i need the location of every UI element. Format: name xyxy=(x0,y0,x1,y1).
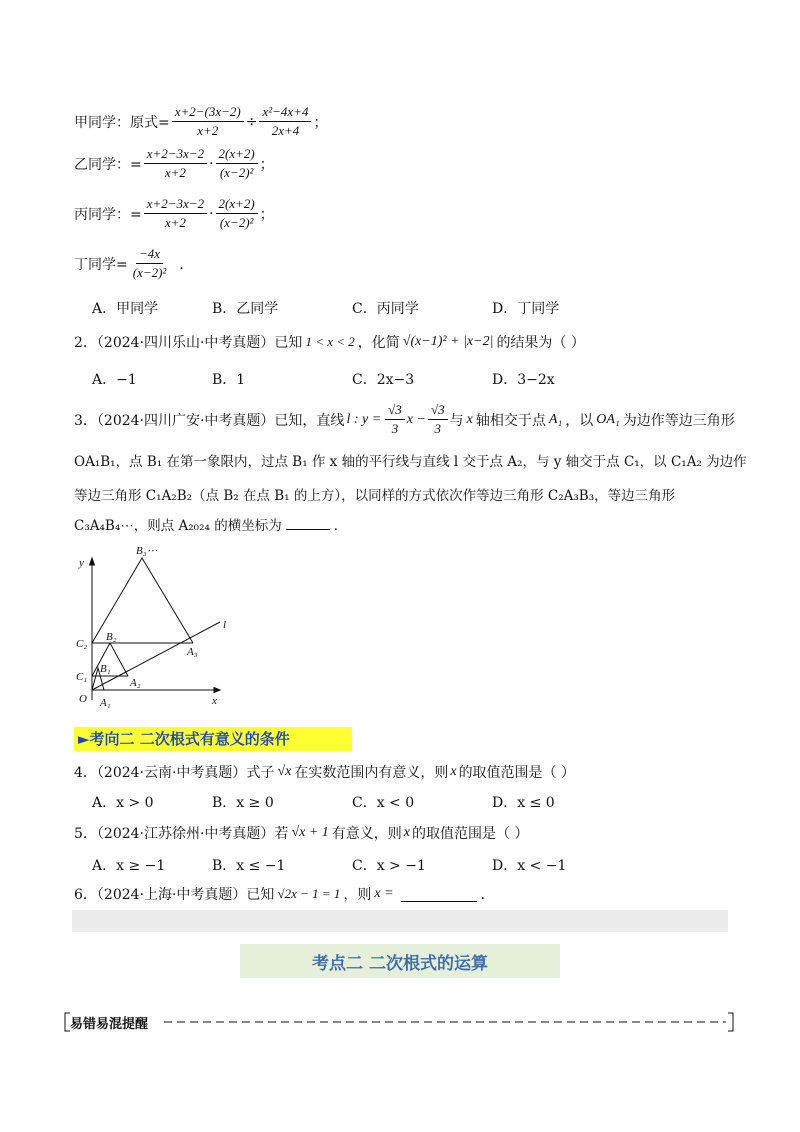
line-ding xyxy=(74,246,193,281)
bing-frac-1: $\frac{x+2-3x-2}{x+2}$ xyxy=(144,196,207,231)
q3-text-c: 与 xyxy=(449,412,464,429)
q5-option-d[interactable]: D．x < −1 xyxy=(492,858,567,874)
q4-text: 4．（2024·云南·中考真题）式子 xyxy=(74,765,275,781)
q2-option-d[interactable]: D．3−2x xyxy=(492,372,555,388)
q2-prefix: 2．（2024·四川乐山·中考真题）已知 xyxy=(74,335,303,351)
label-a1: A₁ xyxy=(100,697,111,709)
q3-text-b: x − xyxy=(406,411,426,427)
q3-frac-1: $\frac{√3}{3}$ xyxy=(385,402,405,437)
q3-point-a1: A₁ xyxy=(548,411,563,427)
label-a3: A₃ xyxy=(187,646,198,658)
q5-expression: √x + 1 xyxy=(291,825,329,840)
q4-option-d[interactable]: D．x ≤ 0 xyxy=(492,795,555,811)
jia-op: ÷ xyxy=(245,113,258,130)
y-axis-arrow xyxy=(90,558,95,565)
divider-bar xyxy=(72,910,728,932)
q4-text-3: 的取值范围是（ ） xyxy=(458,765,576,781)
q3-line-4 xyxy=(74,514,347,534)
q4-var: x xyxy=(450,764,457,779)
bing-label: 丙同学：= xyxy=(74,206,142,223)
jia-end: ； xyxy=(313,114,328,131)
q1-option-c[interactable]: C．丙同学 xyxy=(352,301,419,317)
q6-var: x = xyxy=(374,886,394,901)
x-axis-arrow xyxy=(214,688,220,693)
q6-stem xyxy=(74,884,495,904)
q3-line-3: 等边三角形 C₁A₂B₂（点 B₂ 在点 B₁ 的上方），以同样的方式依次作等边三角形 C₂A₃B₃，等边三角形 xyxy=(74,488,676,504)
ding-end: ． xyxy=(179,256,194,273)
jia-label: 甲同学：原式= xyxy=(74,114,170,131)
label-b2: B₂ xyxy=(106,631,117,643)
label-l: l xyxy=(223,619,227,631)
q5-option-c[interactable]: C．x > −1 xyxy=(352,858,426,874)
q5-text: 5．（2024·江苏徐州·中考真题）若 xyxy=(74,826,289,842)
q4-text-2: 在实数范围内有意义，则 xyxy=(294,765,449,781)
bing-op: · xyxy=(209,205,214,222)
bing-frac-2: $\frac{2(x+2)}{\text{(x−2)²}}$ xyxy=(216,196,258,231)
q1-option-a[interactable]: A．甲同学 xyxy=(92,301,159,317)
label-b3: B₃⋯ xyxy=(136,545,158,557)
line-jia xyxy=(74,104,327,139)
section-title: ►考向二 二次根式有意义的条件 xyxy=(78,730,290,748)
q2-option-b[interactable]: B．1 xyxy=(212,372,246,388)
q2-mid: ，化简 xyxy=(357,335,400,351)
jia-frac-1: $\frac{x+2-(3x-2)}{x+2}$ xyxy=(172,104,244,139)
q6-text: 6．（2024·上海·中考真题）已知 xyxy=(74,887,275,903)
yi-frac-2: $\frac{2(x+2)}{\text{(x−2)²}}$ xyxy=(216,146,258,181)
q3-line-4-end: ． xyxy=(333,518,348,534)
q1-option-b[interactable]: B．乙同学 xyxy=(212,301,279,317)
label-c2: C₂ xyxy=(76,638,88,650)
q3-line-4-text: C₃A₄B₄⋯，则点 A₂₀₂₄ 的横坐标为 xyxy=(74,518,282,534)
q2-suffix: 的结果为（ ） xyxy=(496,335,585,351)
bing-end: ； xyxy=(259,206,274,223)
q4-option-b[interactable]: B．x ≥ 0 xyxy=(212,795,274,811)
yi-op: · xyxy=(209,155,214,172)
q4-stem xyxy=(74,762,575,782)
label-y: y xyxy=(79,557,84,569)
label-b1: B₁ xyxy=(100,663,111,675)
label-c1: C₁ xyxy=(76,671,88,683)
q5-stem xyxy=(74,823,528,843)
q3-line-2: OA₁B₁，点 B₁ 在第一象限内，过点 B₁ 作 x 轴的平行线与直线 l 交于点 A₂，与 y 轴交于点 C₁，以 C₁A₂ 为边作 xyxy=(74,454,747,470)
yi-label: 乙同学：= xyxy=(74,156,142,173)
q4-option-a[interactable]: A．x > 0 xyxy=(92,795,154,811)
yi-frac-1: $\frac{x+2-3x-2}{x+2}$ xyxy=(144,146,207,181)
label-o: O xyxy=(79,693,87,705)
q3-text-f: 为边作等边三角形 xyxy=(622,412,735,429)
tips-box-border xyxy=(64,1012,734,1032)
line-yi xyxy=(74,146,274,181)
jia-frac-2: $\frac{\text{x²−4x+4}}{2x+4}$ xyxy=(259,104,311,139)
q3-frac-2: $\frac{√3}{3}$ xyxy=(428,402,448,437)
q3-line-1 xyxy=(74,402,735,437)
ding-frac: $\frac{-4x}{\text{(x−2)²}}$ xyxy=(132,246,167,280)
q2-option-c[interactable]: C．2x−3 xyxy=(352,372,415,388)
q3-segment-oa1: OA₁ xyxy=(596,411,620,427)
line-bing xyxy=(74,196,274,231)
q2-expression: √(x−1)² + |x−2| xyxy=(402,334,494,349)
ding-label: 丁同学= xyxy=(74,256,128,273)
q2-stem xyxy=(74,332,585,352)
q6-text-2: ，则 xyxy=(343,887,372,903)
label-x: x xyxy=(212,695,217,707)
q2-condition: 1 < x < 2 xyxy=(305,334,355,349)
yi-end: ； xyxy=(259,156,274,173)
q4-option-c[interactable]: C．x < 0 xyxy=(352,795,415,811)
q3-text-e: ，以 xyxy=(565,412,594,429)
label-a2: A₂ xyxy=(130,677,141,689)
q3-answer-blank[interactable] xyxy=(286,529,330,530)
q6-end: ． xyxy=(480,887,495,903)
q5-var: x xyxy=(403,825,411,840)
kaodian-title: 考点二 二次根式的运算 xyxy=(240,944,560,978)
q6-answer-blank[interactable] xyxy=(401,887,477,902)
q4-expression: √x xyxy=(277,764,292,779)
q2-option-a[interactable]: A．−1 xyxy=(92,372,137,388)
tips-label: 易错易混提醒 xyxy=(70,1017,149,1032)
q3-var-x: x xyxy=(466,411,473,427)
q5-option-b[interactable]: B．x ≤ −1 xyxy=(212,858,286,874)
q6-expression: √2x − 1 = 1 xyxy=(277,886,341,901)
q1-option-d[interactable]: D．丁同学 xyxy=(492,301,560,317)
q3-line-l: l : y = xyxy=(346,411,382,427)
q3-text-d: 轴相交于点 xyxy=(475,412,546,429)
q5-text-2: 有意义，则 xyxy=(331,826,402,842)
q5-option-a[interactable]: A．x ≥ −1 xyxy=(92,858,166,874)
q5-text-3: 的取值范围是（ ） xyxy=(412,826,529,842)
q3-text-a: 3．（2024·四川广安·中考真题）已知，直线 xyxy=(74,412,345,429)
q3-figure xyxy=(70,540,240,715)
